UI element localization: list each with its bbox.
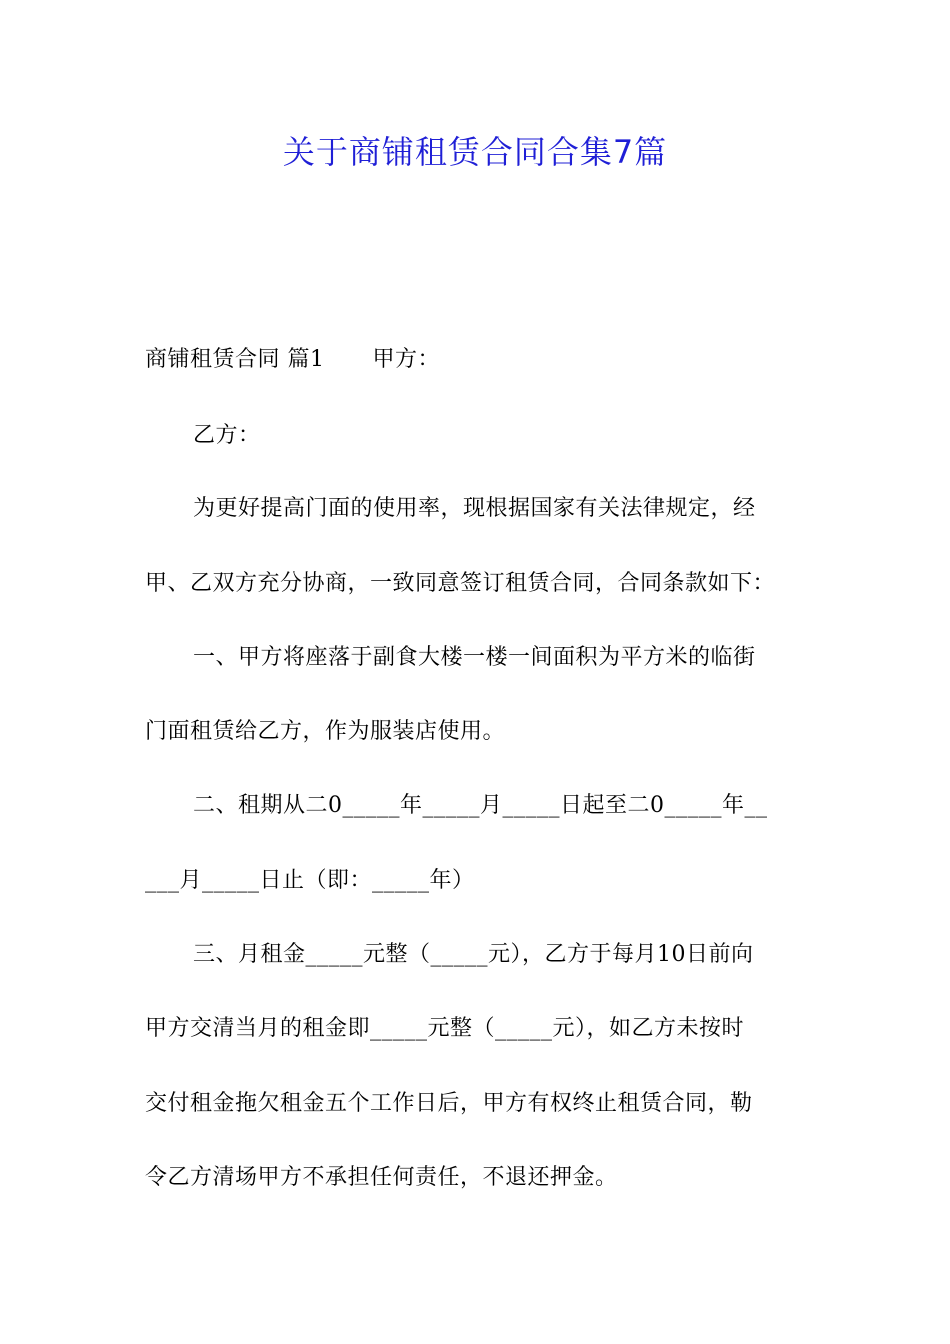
paragraph-line: 门面租赁给乙方，作为服装店使用。: [145, 719, 506, 744]
paragraph-line: 交付租金拖欠租金五个工作日后，甲方有权终止租赁合同，勒: [145, 1091, 753, 1116]
paragraph-line: ___月_____日止（即：_____年）: [145, 868, 475, 893]
paragraph-line: 为更好提高门面的使用率，现根据国家有关法律规定，经: [193, 496, 756, 521]
paragraph-line: 三、月租金_____元整（_____元），乙方于每月10日前向: [193, 942, 754, 967]
party-a-label: 甲方：: [372, 347, 441, 372]
paragraph-line: 一、甲方将座落于副食大楼一楼一间面积为平方米的临街: [193, 645, 756, 670]
section-heading: 商铺租赁合同 篇1: [145, 347, 325, 372]
paragraph-line: 令乙方清场甲方不承担任何责任，不退还押金。: [145, 1165, 618, 1190]
paragraph-line: 甲、乙双方充分协商，一致同意签订租赁合同，合同条款如下：: [145, 571, 776, 596]
party-b-label: 乙方：: [193, 423, 261, 448]
section-heading-line: [145, 345, 440, 375]
document-title: 关于商铺租赁合同合集7篇: [282, 133, 668, 171]
paragraph-line: 二、租期从二0_____年_____月_____日起至二0_____年__: [193, 793, 768, 818]
paragraph-line: 甲方交清当月的租金即_____元整（_____元），如乙方未按时: [145, 1016, 745, 1041]
